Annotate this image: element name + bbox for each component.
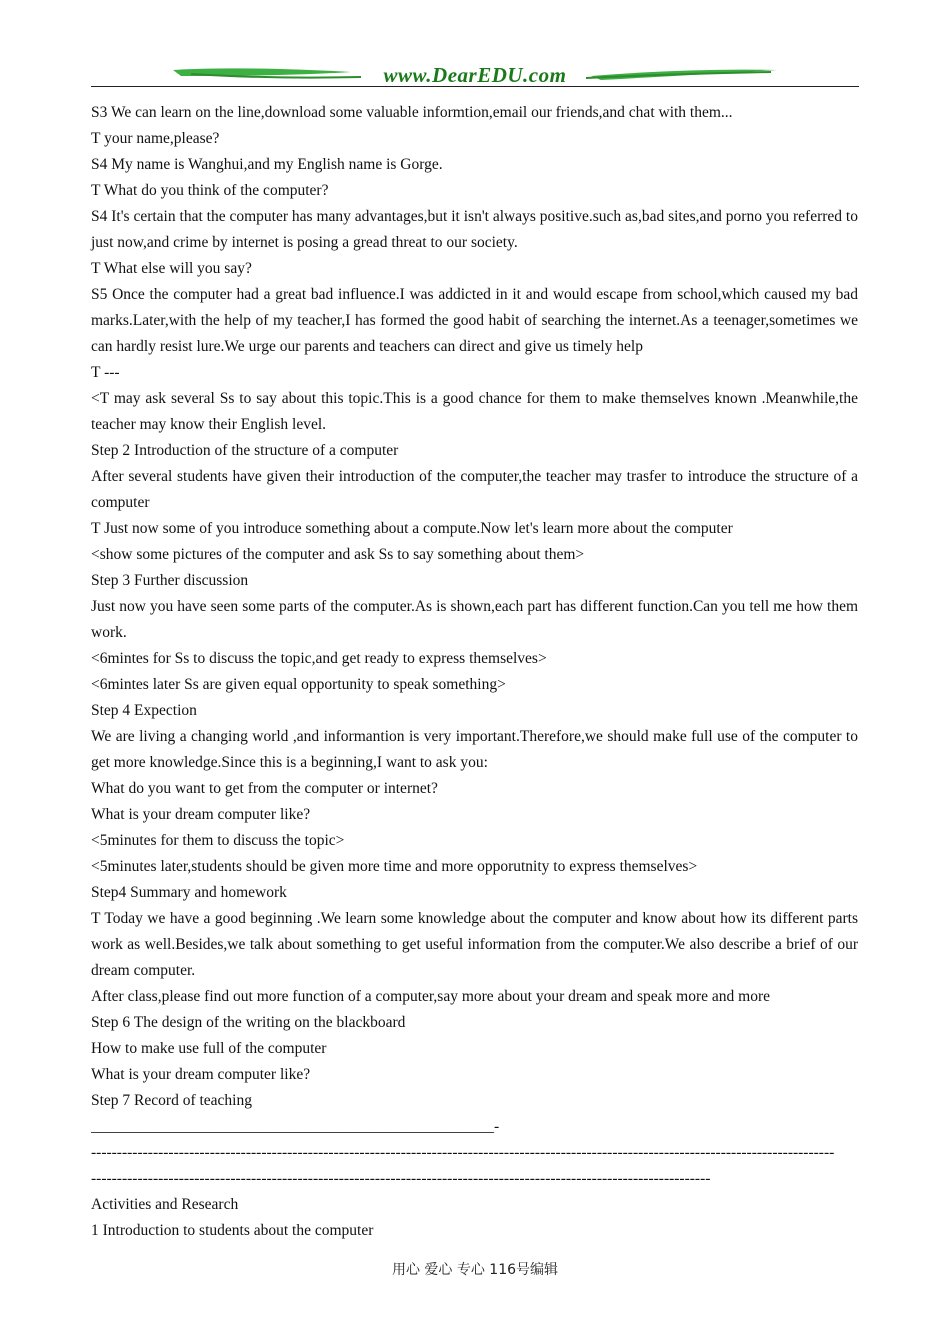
paragraph: T Just now some of you introduce something about a compute.Now let's learn more about the computer — [91, 520, 733, 537]
step-heading: Step 7 Record of teaching — [91, 1092, 252, 1109]
paragraph: What is your dream computer like? — [91, 806, 311, 823]
paragraph: <T may ask several Ss to say about this topic.This is a good chance for them to make themselves known .Meanwhile,the teacher may know their English level. — [91, 390, 858, 433]
paragraph: We are living a changing world ,and informantion is very important.Therefore,we should make full use of the computer to get more knowledge.Since this is a beginning,I want to ask you: — [91, 728, 858, 771]
paragraph: S5 Once the computer had a great bad influence.I was addicted in it and would escape from school,which caused my bad marks.Later,with the help of my teacher,I has formed the good habit of searching the internet.As a teenager,sometimes we can hardly resist lure.We urge our parents and teachers can direct and give us timely help — [91, 286, 858, 355]
paragraph: 1 Introduction to students about the computer — [91, 1222, 374, 1239]
paragraph: How to make use full of the computer — [91, 1040, 327, 1057]
step-heading: Step 4 Expection — [91, 702, 197, 719]
paragraph: <5minutes for them to discuss the topic> — [91, 832, 345, 849]
paragraph: What is your dream computer like? — [91, 1066, 311, 1083]
step-heading: Step 6 The design of the writing on the blackboard — [91, 1014, 406, 1031]
paragraph: T What else will you say? — [91, 260, 252, 277]
header-divider — [91, 86, 859, 87]
paragraph: What do you want to get from the computer or internet? — [91, 780, 438, 797]
paragraph: S4 My name is Wanghui,and my English name is Gorge. — [91, 156, 443, 173]
paragraph: T your name,please? — [91, 130, 220, 147]
dash-separator: ------------------------------------------------------------------------------------------------------------------------------------------------ — [91, 1144, 835, 1161]
paragraph: Just now you have seen some parts of the computer.As is shown,each part has different function.Can you tell me how them work. — [91, 598, 858, 641]
page-footer: 用心 爱心 专心 116号编辑 — [391, 1262, 559, 1278]
paragraph: <5minutes later,students should be given more time and more opporutnity to express themselves> — [91, 858, 698, 875]
step-heading: Step 2 Introduction of the structure of a computer — [91, 442, 399, 459]
paragraph: <6mintes later Ss are given equal opportunity to speak something> — [91, 676, 506, 693]
paragraph: T What do you think of the computer? — [91, 182, 329, 199]
underline-separator: ____________________________________________________- — [91, 1118, 500, 1135]
paragraph: After several students have given their introduction of the computer,the teacher may trasfer to introduce the structure of a computer — [91, 468, 858, 511]
dash-separator: ------------------------------------------------------------------------------------------------------------------------ — [91, 1170, 711, 1187]
step-heading: Step4 Summary and homework — [91, 884, 287, 901]
document-body — [91, 100, 858, 1244]
paragraph: After class,please find out more function of a computer,say more about your dream and speak more and more — [91, 988, 770, 1005]
paragraph: <show some pictures of the computer and ask Ss to say something about them> — [91, 546, 585, 563]
paragraph: S4 It's certain that the computer has many advantages,but it isn't always positive.such as,bad sites,and porno you referred to just now,and crime by internet is posing a gread threat to our society. — [91, 208, 858, 251]
site-logo-text: www.DearEDU.com — [383, 63, 567, 87]
section-heading: Activities and Research — [91, 1196, 239, 1213]
paragraph: T Today we have a good beginning .We learn some knowledge about the computer and know about how its different parts work as well.Besides,we talk about something to get useful information from the computer.We also describe a brief of our dream computer. — [91, 910, 858, 979]
paragraph: <6mintes for Ss to discuss the topic,and get ready to express themselves> — [91, 650, 547, 667]
paragraph: T --- — [91, 364, 120, 381]
paragraph: S3 We can learn on the line,download some valuable informtion,email our friends,and chat with them... — [91, 104, 733, 121]
step-heading: Step 3 Further discussion — [91, 572, 249, 589]
